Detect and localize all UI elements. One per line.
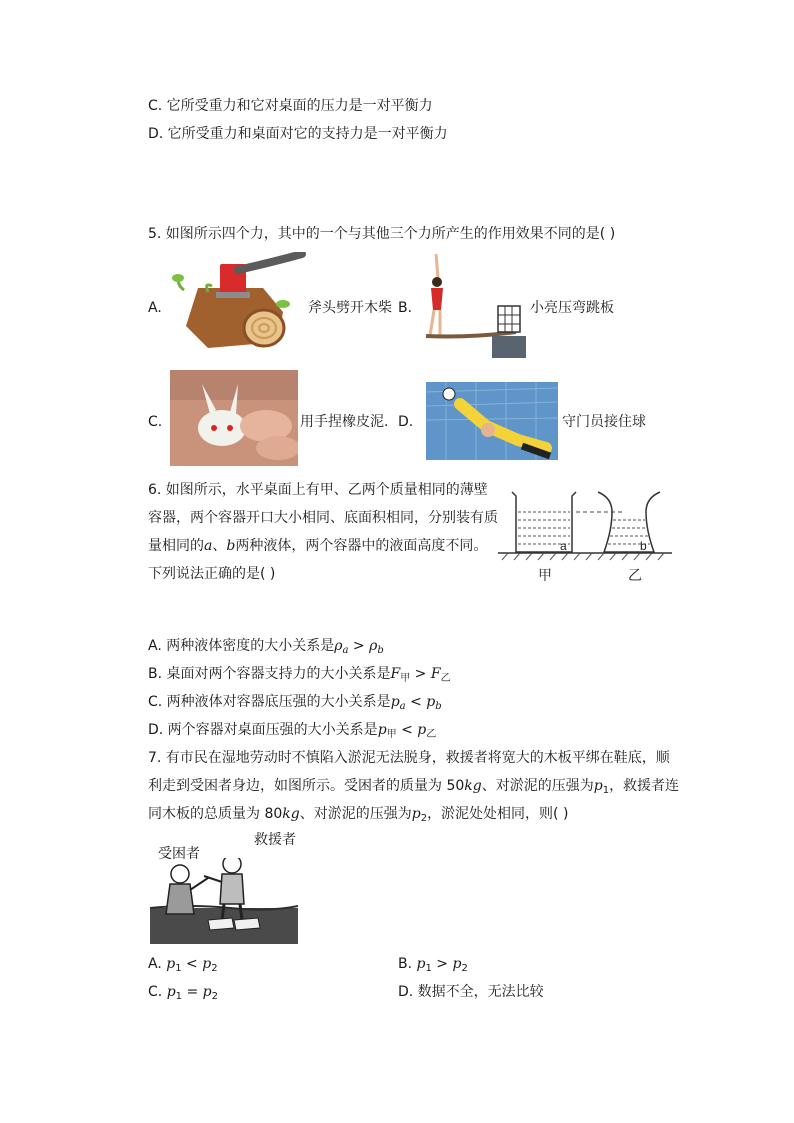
liquid-a-label: a — [560, 539, 567, 553]
q6-stem-line2: 容器，两个容器开口大小相同、底面积相同，分别装有质 — [148, 510, 498, 526]
q5-option-c-letter: C. — [148, 414, 163, 430]
container-yi-label: 乙 — [628, 568, 642, 584]
q5-option-a-caption: 斧头劈开木柴 — [308, 300, 392, 316]
q5-stem: 5. 如图所示四个力，其中的一个与其他三个力所产生的作用效果不同的是( ) — [148, 226, 616, 242]
clay-pinching-image — [170, 370, 298, 466]
q7-option-a: A. $p_1 < p_2$ — [148, 956, 218, 974]
q7-stem-line3: 同木板的总质量为 80kg、对淤泥的压强为$p_2$，淤泥处处相同，则( ) — [148, 806, 569, 824]
mud-rescue-image — [150, 858, 298, 944]
diving-board-image — [420, 252, 530, 360]
liquid-b-label: b — [640, 539, 647, 553]
q6-option-b: B. 桌面对两个容器支持力的大小关系是$F_甲 > F_乙$ — [148, 666, 451, 684]
q7-stem-line1: 7. 有市民在湿地劳动时不慎陷入淤泥无法脱身，救援者将宽大的木板平绑在鞋底，顺 — [148, 750, 670, 766]
q5-option-d-caption: 守门员接住球 — [562, 414, 646, 430]
q6-option-a: A. 两种液体密度的大小关系是$\rho_a > \rho_b$ — [148, 638, 384, 656]
q5-option-d-letter: D. — [398, 414, 414, 430]
q7-option-c: C. $p_1 = p_2$ — [148, 984, 219, 1002]
q6-option-c: C. 两种液体对容器底压强的大小关系是$p_a < p_b$ — [148, 694, 442, 712]
goalkeeper-catch-image — [426, 382, 558, 460]
container-jia-label: 甲 — [538, 568, 552, 584]
q7-stem-line2: 利走到受困者身边，如图所示。受困者的质量为 50kg、对淤泥的压强为$p_1$，救援者连 — [148, 778, 680, 796]
q7-option-d: D. 数据不全，无法比较 — [398, 984, 544, 1000]
q6-option-d: D. 两个容器对桌面压强的大小关系是$p_甲 < p_乙$ — [148, 722, 437, 740]
containers-diagram — [494, 486, 674, 586]
victim-label: 受困者 — [158, 846, 200, 862]
q6-stem-line4: 下列说法正确的是( ) — [148, 566, 276, 582]
q5-option-b-caption: 小亮压弯跳板 — [530, 300, 614, 316]
q4-option-c: C. 它所受重力和它对桌面的压力是一对平衡力 — [148, 98, 433, 114]
q6-stem-line1: 6. 如图所示，水平桌面上有甲、乙两个质量相同的薄壁 — [148, 482, 488, 498]
q5-option-a-letter: A. — [148, 300, 162, 316]
q5-option-b-letter: B. — [398, 300, 413, 316]
axe-splitting-wood-image — [168, 252, 306, 358]
q5-option-c-caption: 用手捏橡皮泥. — [300, 414, 389, 430]
q6-stem-line3: 量相同的a、b两种液体，两个容器中的液面高度不同。 — [148, 538, 488, 554]
q7-option-b: B. $p_1 > p_2$ — [398, 956, 468, 974]
rescuer-label: 救援者 — [254, 832, 296, 848]
q4-option-d: D. 它所受重力和桌面对它的支持力是一对平衡力 — [148, 126, 448, 142]
